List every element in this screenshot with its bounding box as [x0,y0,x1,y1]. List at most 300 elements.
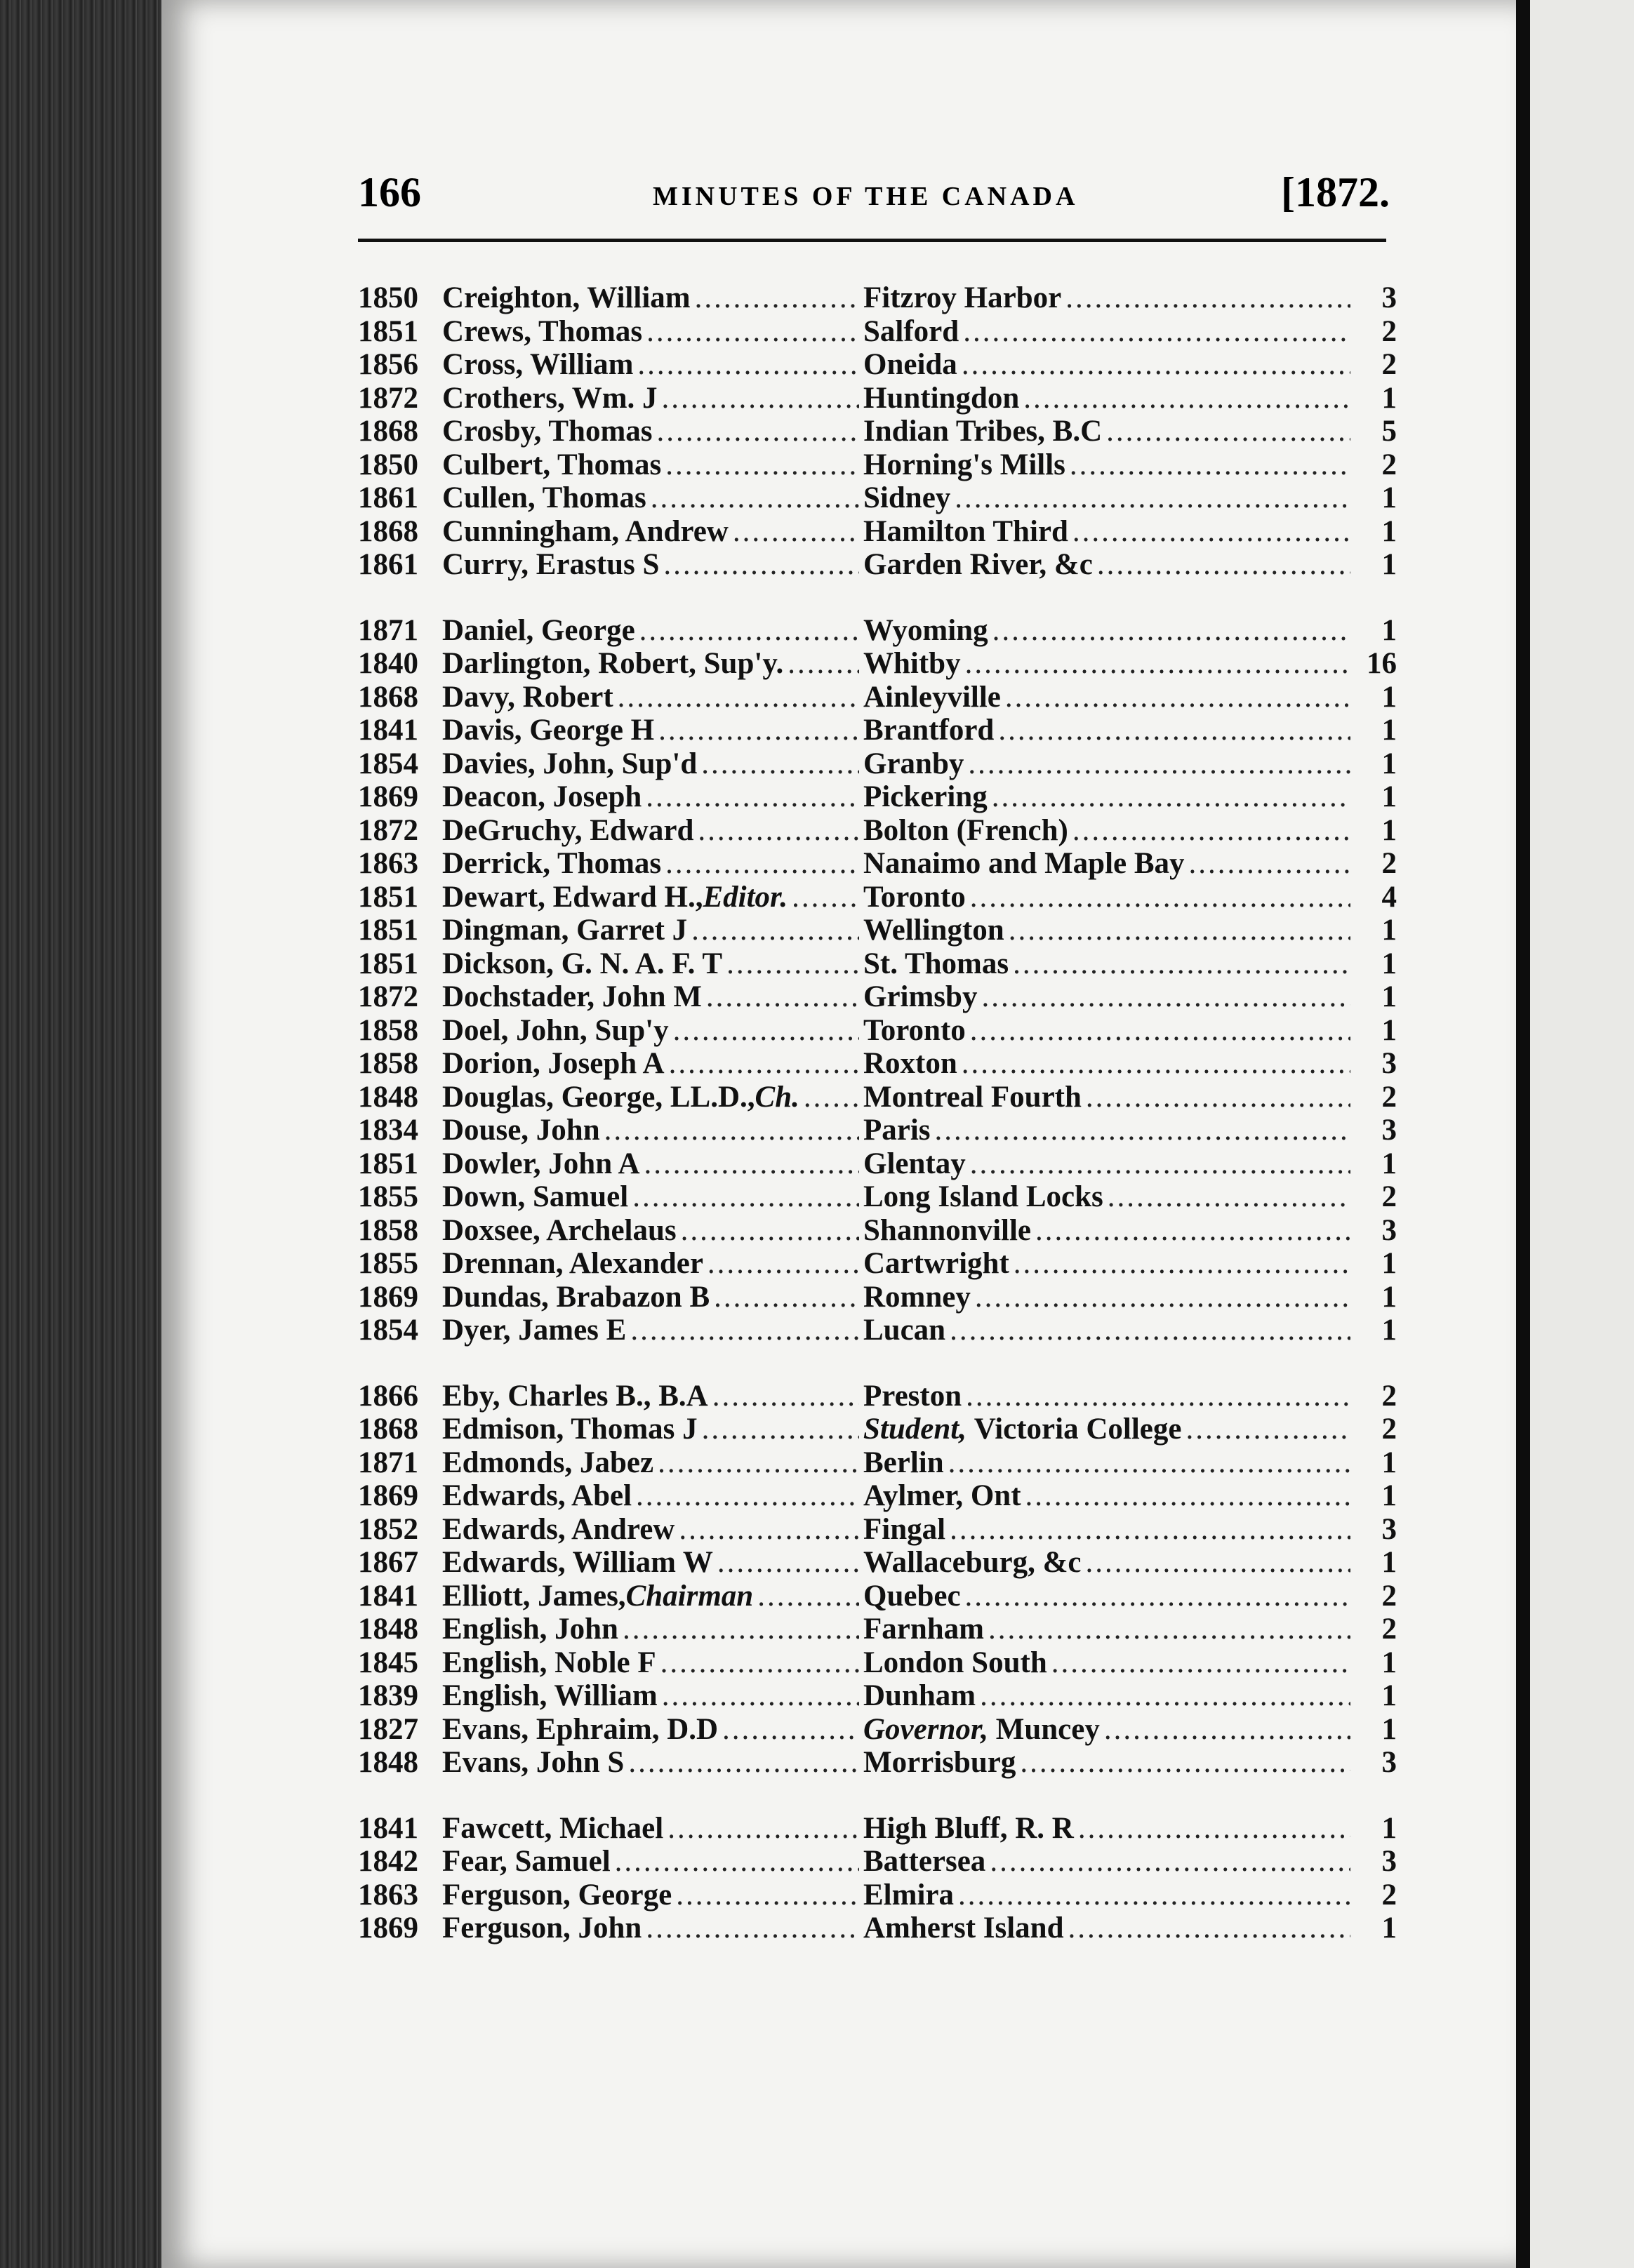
entry-station: Granby [863,747,964,780]
list-item [358,880,1397,914]
entry-years-count: 1 [1381,1446,1397,1479]
dot-leader [1035,1213,1350,1248]
dot-leader [950,1512,1350,1547]
entry-year: 1842 [358,1845,418,1878]
entry-name-cell [442,713,863,747]
entry-name: Edmonds, Jabez [442,1446,654,1479]
entry-name-cell [442,947,863,981]
dot-leader [1009,913,1350,947]
list-item [358,1313,1397,1347]
entry-years-count: 2 [1381,1379,1397,1413]
entry-name: Dyer, James E [442,1314,627,1347]
list-item [358,1280,1397,1314]
entry-name: Dickson, G. N. A. F. T [442,947,723,980]
list-item [358,1811,1397,1845]
dot-leader [657,414,859,448]
entry-station-cell [863,448,1355,482]
dot-leader [701,747,859,781]
entry-name: Dewart, Edward H.,Editor. [442,880,788,914]
dot-leader [708,1246,859,1281]
entry-year: 1852 [358,1512,418,1546]
entry-year: 1872 [358,813,418,847]
entry-station-cell [863,947,1355,981]
dot-leader [722,1712,859,1747]
entry-station-cell [863,1679,1355,1713]
list-item [358,314,1397,348]
entry-station: Morrisburg [863,1746,1016,1779]
dot-leader [628,1745,859,1780]
entry-station-cell [863,1246,1355,1281]
entry-year: 1854 [358,1314,418,1347]
entry-name-cell [442,846,863,881]
list-item [358,381,1397,415]
dot-leader [955,481,1350,515]
entry-station-cell [863,1180,1355,1214]
entry-station: Amherst Island [863,1912,1064,1945]
entry-year: 1841 [358,1811,418,1845]
entry-name: Edwards, Andrew [442,1512,675,1546]
page-header [358,168,1397,225]
entry-station-cell [863,1013,1355,1048]
entry-year: 1851 [358,1147,418,1180]
dot-leader [691,913,859,947]
entry-year: 1861 [358,548,418,581]
entry-name-cell [442,281,863,315]
dot-leader [1005,680,1350,714]
dot-leader [639,613,859,648]
entry-name: Davis, George H [442,714,655,747]
entry-years-count: 1 [1381,947,1397,980]
entry-station: Elmira [863,1878,954,1912]
entry-name: Edwards, Abel [442,1479,632,1512]
list-item [358,1412,1397,1446]
dot-leader [662,381,859,415]
entry-name-cell [442,1612,863,1646]
list-item [358,1013,1397,1047]
entry-years-count: 1 [1381,1147,1397,1180]
entry-year: 1834 [358,1114,418,1147]
entry-name-cell [442,813,863,848]
entry-name-cell [442,1446,863,1480]
entry-role: Ch. [755,1080,799,1114]
list-item [358,1113,1397,1147]
entry-years-count: 3 [1381,281,1397,314]
dot-leader [970,880,1350,914]
dot-leader [1070,448,1350,482]
entry-station-cell [863,813,1355,848]
entry-years-count: 1 [1381,780,1397,813]
entry-year: 1871 [358,1446,418,1479]
entry-name-cell [442,414,863,448]
entry-name-cell [442,980,863,1014]
entry-station: High Bluff, R. R [863,1811,1074,1845]
entry-name-cell [442,1712,863,1747]
entry-years-count: 1 [1381,747,1397,780]
entry-year: 1845 [358,1646,418,1679]
entry-years-count: 2 [1381,847,1397,880]
entry-name-cell [442,613,863,648]
list-item [358,980,1397,1013]
dot-leader [636,1479,859,1513]
entry-name: Cross, William [442,348,634,381]
entry-years-count: 2 [1381,1579,1397,1613]
dot-leader [1065,281,1350,315]
list-item [358,813,1397,847]
dot-leader [958,1878,1350,1912]
dot-leader [615,1844,859,1879]
list-item [358,1512,1397,1546]
entry-group [358,281,1397,581]
entry-year: 1869 [358,780,418,813]
entry-years-count: 1 [1381,1479,1397,1512]
entry-years-count: 2 [1381,1613,1397,1646]
entry-name: Dorion, Joseph A [442,1047,665,1080]
entry-station-cell [863,680,1355,714]
dot-leader [726,947,859,981]
entry-name: Doxsee, Archelaus [442,1213,677,1247]
dot-leader [1014,1246,1350,1281]
dot-leader [665,846,859,881]
list-item [358,1479,1397,1512]
entry-years-count: 1 [1381,1546,1397,1579]
entry-name: Edmison, Thomas J [442,1413,698,1446]
entry-year: 1827 [358,1712,418,1746]
entry-station-cell [863,1844,1355,1879]
entry-name-cell [442,780,863,814]
list-item [358,1612,1397,1646]
entry-years-count: 2 [1381,1878,1397,1912]
list-item [358,547,1397,581]
entry-year: 1871 [358,613,418,647]
entry-name: Crosby, Thomas [442,415,653,448]
entry-station-cell [863,1745,1355,1780]
entry-name: Edwards, William W [442,1546,713,1579]
entry-station: Dunham [863,1679,976,1712]
entry-station-cell [863,846,1355,881]
entry-station-cell [863,913,1355,947]
list-item [358,1579,1397,1613]
entry-years-count: 1 [1381,548,1397,581]
running-title: MINUTES OF THE CANADA [653,182,1079,211]
dot-leader [1020,1745,1350,1780]
entry-station-cell [863,381,1355,415]
entry-years-count: 1 [1381,1646,1397,1679]
entry-station-cell [863,347,1355,382]
entry-station: Farnham [863,1613,984,1646]
entry-years-count: 1 [1381,1314,1397,1347]
entry-station-cell [863,980,1355,1014]
entry-name-cell [442,1811,863,1846]
dot-leader [1072,813,1350,848]
dot-leader [676,1878,859,1912]
entry-year: 1839 [358,1679,418,1712]
entry-years-count: 1 [1381,1679,1397,1712]
entry-name-cell [442,646,863,681]
list-item [358,913,1397,947]
entry-station: Pickering [863,780,988,813]
entry-years-count: 1 [1381,514,1397,548]
entry-station: Wellington [863,914,1004,947]
dot-leader [698,813,859,848]
entry-name: Cullen, Thomas [442,481,646,514]
entry-station-cell [863,1545,1355,1580]
dot-leader [981,980,1350,1014]
entry-station: Ainleyville [863,680,1001,714]
entry-years-count: 16 [1367,647,1397,680]
dot-leader [1086,1545,1350,1580]
entry-station: Roxton [863,1047,957,1080]
entry-year: 1848 [358,1080,418,1114]
dot-leader [644,1147,859,1181]
list-item [358,780,1397,813]
entry-years-count: 3 [1381,1213,1397,1247]
dot-leader [975,1280,1350,1314]
entry-station: Student, Victoria College [863,1413,1182,1446]
entry-name: English, William [442,1679,658,1712]
dot-leader [1106,414,1350,448]
entry-year: 1855 [358,1180,418,1213]
entry-year: 1866 [358,1379,418,1413]
dot-leader [970,1147,1350,1181]
entry-station: Preston [863,1379,962,1413]
entry-name-cell [442,314,863,349]
entry-name: Douglas, George, LL.D.,Ch. [442,1080,799,1114]
entry-station: Hamilton Third [863,514,1068,548]
entry-station-cell [863,414,1355,448]
dot-leader [950,1313,1350,1347]
entry-year: 1840 [358,647,418,680]
entry-years-count: 1 [1381,1912,1397,1945]
entry-station: Whitby [863,647,961,680]
entry-name: Fawcett, Michael [442,1811,664,1845]
entry-station-cell [863,1280,1355,1314]
dot-leader [665,448,859,482]
entry-year: 1868 [358,1413,418,1446]
entry-years-count: 2 [1381,1180,1397,1213]
dot-leader [630,1313,859,1347]
entry-station-cell [863,1479,1355,1513]
entry-station: Brantford [863,714,995,747]
dot-leader [604,1113,859,1147]
entry-name: Dundas, Brabazon B [442,1280,710,1314]
dot-leader [966,1379,1350,1413]
dot-leader [962,1046,1350,1081]
entry-name: Ferguson, George [442,1878,672,1912]
dot-leader [962,347,1350,382]
entry-year: 1856 [358,348,418,381]
entry-year: 1863 [358,847,418,880]
list-item [358,1878,1397,1912]
entry-station-cell [863,514,1355,549]
entry-station-cell [863,1446,1355,1480]
entry-year: 1854 [358,747,418,780]
dot-leader [970,1013,1350,1048]
dot-leader [706,980,859,1014]
entry-station: Shannonville [863,1213,1031,1247]
entry-years-count: 1 [1381,680,1397,714]
entry-name-cell [442,1147,863,1181]
entry-name-cell [442,1046,863,1081]
entry-name: Down, Samuel [442,1180,629,1213]
entry-role: Chairman [625,1579,754,1613]
entry-name: Davy, Robert [442,680,613,714]
entry-years-count: 3 [1381,1114,1397,1147]
list-item [358,1379,1397,1413]
dot-leader [681,1213,859,1248]
entry-station: Indian Tribes, B.C [863,415,1103,448]
entry-year: 1851 [358,880,418,914]
entry-name-cell [442,1911,863,1945]
entry-name-cell [442,747,863,781]
entry-station: Bolton (French) [863,813,1068,847]
entry-name: Dingman, Garret J [442,914,688,947]
entry-name-cell [442,547,863,582]
entry-years-count: 2 [1381,314,1397,348]
dot-leader [717,1545,859,1580]
station-role: Student, [863,1413,974,1446]
list-item [358,1745,1397,1779]
entry-year: 1851 [358,914,418,947]
entry-name: Crews, Thomas [442,314,643,348]
entry-station-cell [863,1046,1355,1081]
entry-year: 1851 [358,947,418,980]
entry-station-cell [863,1612,1355,1646]
entry-year: 1863 [358,1878,418,1912]
entry-year: 1858 [358,1213,418,1247]
list-item [358,481,1397,514]
book-spine-edge [0,0,175,2268]
entry-years-count: 1 [1381,1013,1397,1047]
entry-station-cell [863,880,1355,914]
dot-leader [998,713,1350,747]
entry-name: English, John [442,1613,618,1646]
entry-name: Evans, John S [442,1746,625,1779]
dot-leader [663,547,859,582]
entry-name-cell [442,1545,863,1580]
entry-station-cell [863,547,1355,582]
entry-station: Aylmer, Ont [863,1479,1021,1512]
entry-station-cell [863,1313,1355,1347]
entry-station: Fingal [863,1512,946,1546]
entry-name: Douse, John [442,1114,600,1147]
dot-leader [792,880,859,914]
entry-years-count: 1 [1381,481,1397,514]
entry-station-cell [863,1379,1355,1413]
entry-station-cell [863,646,1355,681]
entry-years-count: 2 [1381,1413,1397,1446]
entry-year: 1869 [358,1479,418,1512]
entry-years-count: 1 [1381,714,1397,747]
entry-year: 1869 [358,1280,418,1314]
list-item [358,1679,1397,1712]
list-item [358,1545,1397,1579]
entry-station: Huntingdon [863,381,1020,415]
entry-year: 1850 [358,281,418,314]
dot-leader [632,1180,859,1214]
entry-years-count: 1 [1381,1712,1397,1746]
entry-years-count: 3 [1381,1746,1397,1779]
entry-station: Horning's Mills [863,448,1065,481]
dot-leader [660,1646,859,1680]
minister-list [358,281,1397,1945]
entry-station-cell [863,1712,1355,1747]
dot-leader [1078,1811,1350,1846]
entry-station-cell [863,1878,1355,1912]
entry-year: 1855 [358,1247,418,1280]
entry-station: Cartwright [863,1247,1009,1280]
dot-leader [646,314,859,349]
entry-station: London South [863,1646,1047,1679]
dot-leader [679,1512,859,1547]
dot-leader [1025,1479,1350,1513]
entry-name-cell [442,1579,863,1613]
entry-name-cell [442,1745,863,1780]
entry-name: Davies, John, Sup'd [442,747,698,780]
entry-group [358,1811,1397,1945]
entry-station: Wallaceburg, &c [863,1546,1082,1579]
entry-year: 1867 [358,1546,418,1579]
dot-leader [788,646,859,681]
entry-year: 1841 [358,714,418,747]
entry-name-cell [442,1246,863,1281]
entry-years-count: 1 [1381,914,1397,947]
entry-name: Culbert, Thomas [442,448,662,481]
entry-years-count: 2 [1381,448,1397,481]
entry-years-count: 3 [1381,1845,1397,1878]
entry-station-cell [863,1911,1355,1945]
list-item [358,747,1397,780]
list-item [358,1911,1397,1945]
entry-group [358,1379,1397,1779]
entry-name-cell [442,1013,863,1048]
entry-name-cell [442,448,863,482]
list-item [358,1446,1397,1479]
group-gap [358,1347,1397,1379]
entry-station-cell [863,613,1355,648]
header-rule [358,239,1386,242]
list-item [358,1180,1397,1213]
entry-name: Dowler, John A [442,1147,640,1180]
entry-name: Eby, Charles B., B.A [442,1379,708,1413]
entry-name-cell [442,1679,863,1713]
entry-years-count: 1 [1381,381,1397,415]
entry-name: Derrick, Thomas [442,847,662,880]
entry-name-cell [442,1213,863,1248]
dot-leader [646,780,859,814]
dot-leader [990,1844,1350,1879]
list-item [358,1080,1397,1114]
dot-leader [935,1113,1350,1147]
entry-station: Grimsby [863,980,978,1013]
dot-leader [618,680,859,714]
entry-year: 1872 [358,381,418,415]
entry-year: 1868 [358,514,418,548]
entry-years-count: 4 [1381,880,1397,914]
entry-year: 1848 [358,1613,418,1646]
entry-name: Cunningham, Andrew [442,514,729,548]
entry-name-cell [442,1113,863,1147]
entry-station: Quebec [863,1579,961,1613]
dot-leader [695,281,859,315]
list-item [358,613,1397,647]
entry-station: Lucan [863,1314,946,1347]
next-page-edge [1530,0,1634,2268]
entry-station: Nanaimo and Maple Bay [863,847,1185,880]
entry-station-cell [863,747,1355,781]
entry-years-count: 3 [1381,1512,1397,1546]
dot-leader [965,646,1350,681]
list-item [358,1213,1397,1247]
